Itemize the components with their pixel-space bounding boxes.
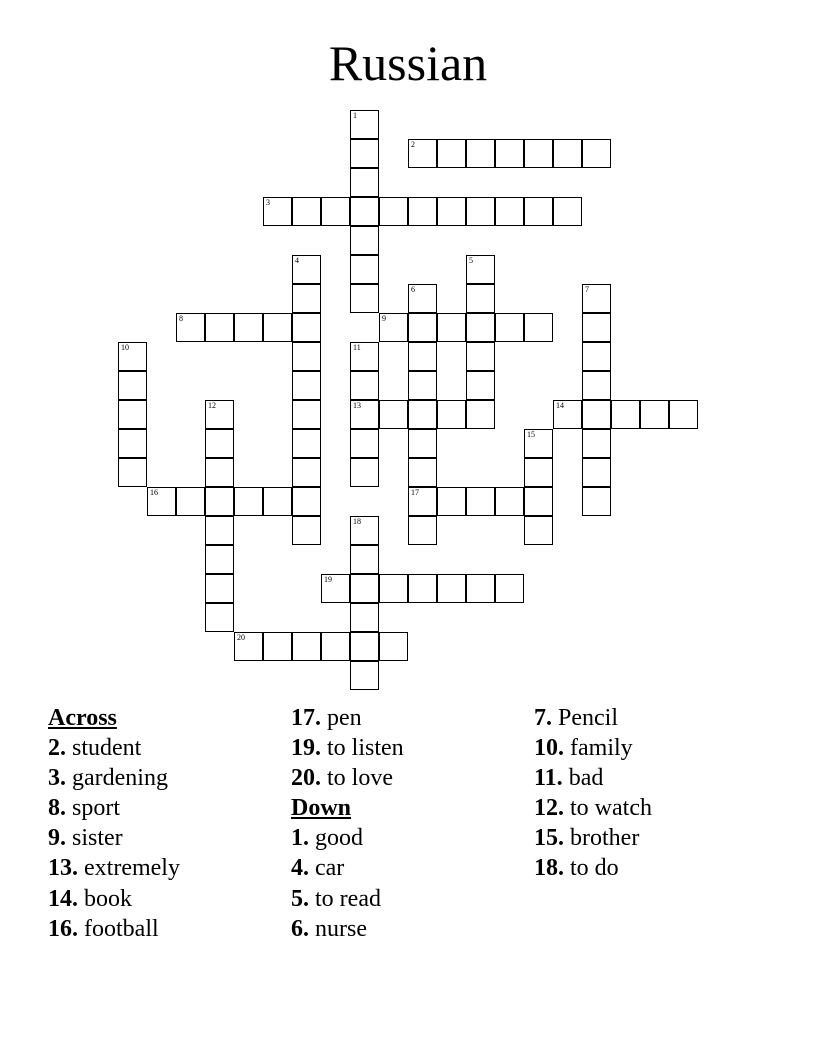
clue-text: extremely bbox=[84, 855, 180, 882]
grid-cell[interactable] bbox=[147, 487, 176, 516]
grid-cell[interactable] bbox=[466, 313, 495, 342]
grid-cell[interactable] bbox=[292, 197, 321, 226]
grid-cell[interactable] bbox=[350, 226, 379, 255]
grid-cell[interactable] bbox=[118, 429, 147, 458]
grid-cell[interactable] bbox=[350, 110, 379, 139]
cell-number: 15 bbox=[527, 430, 535, 439]
grid-cell[interactable] bbox=[611, 400, 640, 429]
clue-number: 13. bbox=[48, 855, 78, 882]
grid-cell[interactable] bbox=[466, 400, 495, 429]
grid-cell[interactable] bbox=[350, 371, 379, 400]
grid-cell[interactable] bbox=[263, 632, 292, 661]
grid-cell[interactable] bbox=[408, 139, 437, 168]
grid-cell[interactable] bbox=[118, 371, 147, 400]
clue-column-1 bbox=[48, 703, 288, 944]
grid-cell[interactable] bbox=[495, 139, 524, 168]
cell-number: 3 bbox=[266, 198, 270, 207]
grid-cell[interactable] bbox=[379, 632, 408, 661]
clue-down-4 bbox=[291, 853, 531, 883]
clue-across-9 bbox=[48, 823, 288, 853]
across-header: Across bbox=[48, 705, 117, 731]
cell-number: 14 bbox=[556, 401, 564, 410]
grid-cell[interactable] bbox=[350, 284, 379, 313]
clue-text: sport bbox=[72, 795, 120, 822]
grid-cell[interactable] bbox=[524, 458, 553, 487]
grid-cell[interactable] bbox=[582, 371, 611, 400]
grid-cell[interactable] bbox=[582, 400, 611, 429]
grid-cell[interactable] bbox=[234, 487, 263, 516]
cell-number: 5 bbox=[469, 256, 473, 265]
grid-cell[interactable] bbox=[408, 458, 437, 487]
clue-down-12 bbox=[534, 793, 774, 823]
clue-across-19 bbox=[291, 733, 531, 763]
grid-cell[interactable] bbox=[437, 197, 466, 226]
clue-down-10 bbox=[534, 733, 774, 763]
grid-cell[interactable] bbox=[582, 284, 611, 313]
clue-down-6 bbox=[291, 914, 531, 944]
clue-number: 14. bbox=[48, 885, 78, 912]
grid-cell[interactable] bbox=[292, 632, 321, 661]
clue-number: 10. bbox=[534, 735, 564, 762]
cell-number: 9 bbox=[382, 314, 386, 323]
clue-number: 3. bbox=[48, 765, 66, 792]
grid-cell[interactable] bbox=[350, 168, 379, 197]
cell-number: 18 bbox=[353, 517, 361, 526]
grid-cell[interactable] bbox=[350, 516, 379, 545]
grid-cell[interactable] bbox=[408, 516, 437, 545]
clue-number: 1. bbox=[291, 825, 309, 852]
grid-cell[interactable] bbox=[350, 197, 379, 226]
grid-cell[interactable] bbox=[466, 255, 495, 284]
grid-cell[interactable] bbox=[582, 342, 611, 371]
grid-cell[interactable] bbox=[408, 284, 437, 313]
clue-down-18 bbox=[534, 853, 774, 883]
grid-cell[interactable] bbox=[263, 313, 292, 342]
clue-down-1 bbox=[291, 823, 531, 853]
grid-cell[interactable] bbox=[524, 487, 553, 516]
grid-cell[interactable] bbox=[292, 284, 321, 313]
clue-text: to read bbox=[315, 885, 381, 912]
grid-cell[interactable] bbox=[292, 516, 321, 545]
clue-number: 16. bbox=[48, 915, 78, 942]
grid-cell[interactable] bbox=[292, 429, 321, 458]
clue-down-11 bbox=[534, 763, 774, 793]
grid-cell[interactable] bbox=[379, 197, 408, 226]
grid-cell[interactable] bbox=[350, 255, 379, 284]
cell-number: 19 bbox=[324, 575, 332, 584]
clue-down-15 bbox=[534, 823, 774, 853]
grid-cell[interactable] bbox=[408, 342, 437, 371]
grid-cell[interactable] bbox=[205, 313, 234, 342]
clue-text: Pencil bbox=[558, 705, 618, 731]
grid-cell[interactable] bbox=[524, 197, 553, 226]
clue-down-7 bbox=[534, 703, 774, 733]
grid-cell[interactable] bbox=[495, 197, 524, 226]
grid-cell[interactable] bbox=[350, 661, 379, 690]
clue-text: sister bbox=[72, 825, 123, 852]
grid-cell[interactable] bbox=[408, 400, 437, 429]
cell-number: 1 bbox=[353, 111, 357, 120]
cell-number: 8 bbox=[179, 314, 183, 323]
grid-cell[interactable] bbox=[379, 400, 408, 429]
cell-number: 17 bbox=[411, 488, 419, 497]
clue-number: 8. bbox=[48, 795, 66, 822]
grid-cell[interactable] bbox=[350, 632, 379, 661]
clue-text: book bbox=[84, 885, 132, 912]
grid-cell[interactable] bbox=[292, 458, 321, 487]
grid-cell[interactable] bbox=[437, 400, 466, 429]
grid-cell[interactable] bbox=[524, 429, 553, 458]
grid-cell[interactable] bbox=[292, 400, 321, 429]
grid-cell[interactable] bbox=[582, 313, 611, 342]
clue-across-2 bbox=[48, 733, 288, 763]
clue-across-13 bbox=[48, 853, 288, 883]
grid-cell[interactable] bbox=[582, 429, 611, 458]
grid-cell[interactable] bbox=[553, 197, 582, 226]
grid-cell[interactable] bbox=[321, 574, 350, 603]
cell-number: 16 bbox=[150, 488, 158, 497]
grid-cell[interactable] bbox=[350, 545, 379, 574]
grid-cell[interactable] bbox=[582, 487, 611, 516]
clue-number: 11. bbox=[534, 765, 563, 792]
grid-cell[interactable] bbox=[408, 487, 437, 516]
grid-cell[interactable] bbox=[205, 487, 234, 516]
clue-column-3 bbox=[534, 703, 774, 884]
clue-across-16 bbox=[48, 914, 288, 944]
grid-cell[interactable] bbox=[408, 429, 437, 458]
grid-cell[interactable] bbox=[379, 313, 408, 342]
cell-number: 2 bbox=[411, 140, 415, 149]
clue-text: pen bbox=[327, 705, 362, 731]
grid-cell[interactable] bbox=[350, 400, 379, 429]
grid-cell[interactable] bbox=[408, 313, 437, 342]
cell-number: 11 bbox=[353, 343, 361, 352]
grid-cell[interactable] bbox=[205, 458, 234, 487]
clue-across-20 bbox=[291, 763, 531, 793]
grid-cell[interactable] bbox=[466, 139, 495, 168]
grid-cell[interactable] bbox=[640, 400, 669, 429]
clue-number: 12. bbox=[534, 795, 564, 822]
clue-number: 15. bbox=[534, 825, 564, 852]
clue-text: brother bbox=[570, 825, 640, 852]
grid-cell[interactable] bbox=[350, 603, 379, 632]
clue-number: 18. bbox=[534, 855, 564, 882]
grid-cell[interactable] bbox=[321, 197, 350, 226]
clue-text: to do bbox=[570, 855, 619, 882]
grid-cell[interactable] bbox=[466, 574, 495, 603]
grid-cell[interactable] bbox=[292, 342, 321, 371]
grid-cell[interactable] bbox=[582, 139, 611, 168]
clue-text: family bbox=[570, 735, 633, 762]
grid-cell[interactable] bbox=[466, 487, 495, 516]
grid-cell[interactable] bbox=[292, 313, 321, 342]
grid-cell[interactable] bbox=[437, 574, 466, 603]
clue-number: 4. bbox=[291, 855, 309, 882]
clue-across-8 bbox=[48, 793, 288, 823]
grid-cell[interactable] bbox=[495, 574, 524, 603]
clue-column-2 bbox=[291, 703, 531, 944]
grid-cell[interactable] bbox=[408, 371, 437, 400]
grid-cell[interactable] bbox=[234, 313, 263, 342]
clue-text: bad bbox=[568, 765, 604, 792]
grid-cell[interactable] bbox=[350, 139, 379, 168]
grid-cell[interactable] bbox=[466, 371, 495, 400]
grid-cell[interactable] bbox=[118, 458, 147, 487]
grid-cell[interactable] bbox=[292, 255, 321, 284]
cell-number: 20 bbox=[237, 633, 245, 642]
grid-cell[interactable] bbox=[524, 313, 553, 342]
grid-cell[interactable] bbox=[292, 371, 321, 400]
grid-cell[interactable] bbox=[263, 487, 292, 516]
clue-across-14 bbox=[48, 884, 288, 914]
grid-cell[interactable] bbox=[205, 516, 234, 545]
grid-cell[interactable] bbox=[408, 574, 437, 603]
grid-cell[interactable] bbox=[234, 632, 263, 661]
clue-number: 19. bbox=[291, 735, 321, 762]
clue-text: student bbox=[72, 735, 142, 762]
grid-cell[interactable] bbox=[495, 487, 524, 516]
clue-across-17 bbox=[291, 703, 531, 733]
grid-cell[interactable] bbox=[466, 284, 495, 313]
grid-cell[interactable] bbox=[292, 487, 321, 516]
grid-cell[interactable] bbox=[466, 342, 495, 371]
clue-number: 6. bbox=[291, 915, 309, 942]
grid-cell[interactable] bbox=[350, 429, 379, 458]
grid-cell[interactable] bbox=[350, 342, 379, 371]
grid-cell[interactable] bbox=[205, 400, 234, 429]
grid-cell[interactable] bbox=[437, 313, 466, 342]
clue-down-5 bbox=[291, 884, 531, 914]
grid-cell[interactable] bbox=[176, 487, 205, 516]
cell-number: 10 bbox=[121, 343, 129, 352]
clue-text: nurse bbox=[315, 915, 367, 942]
clue-text: car bbox=[315, 855, 345, 882]
grid-cell[interactable] bbox=[669, 400, 698, 429]
clue-number: 5. bbox=[291, 885, 309, 912]
grid-cell[interactable] bbox=[263, 197, 292, 226]
grid-cell[interactable] bbox=[466, 197, 495, 226]
grid-cell[interactable] bbox=[205, 429, 234, 458]
grid-cell[interactable] bbox=[205, 545, 234, 574]
grid-cell[interactable] bbox=[118, 342, 147, 371]
grid-cell[interactable] bbox=[205, 574, 234, 603]
grid-cell[interactable] bbox=[350, 458, 379, 487]
clue-number: 7. bbox=[534, 705, 552, 731]
cell-number: 4 bbox=[295, 256, 299, 265]
grid-cell[interactable] bbox=[118, 400, 147, 429]
grid-cell[interactable] bbox=[524, 516, 553, 545]
clue-text: gardening bbox=[72, 765, 168, 792]
clue-text: to watch bbox=[570, 795, 652, 822]
grid-cell[interactable] bbox=[408, 197, 437, 226]
grid-cell[interactable] bbox=[350, 574, 379, 603]
clue-text: good bbox=[315, 825, 363, 852]
grid-cell[interactable] bbox=[553, 400, 582, 429]
grid-cell[interactable] bbox=[205, 603, 234, 632]
clue-number: 9. bbox=[48, 825, 66, 852]
grid-cell[interactable] bbox=[176, 313, 205, 342]
grid-cell[interactable] bbox=[582, 458, 611, 487]
clue-across-3 bbox=[48, 763, 288, 793]
grid-cell[interactable] bbox=[524, 139, 553, 168]
cell-number: 6 bbox=[411, 285, 415, 294]
grid-cell[interactable] bbox=[437, 487, 466, 516]
clue-number: 2. bbox=[48, 735, 66, 762]
clue-text: to love bbox=[327, 765, 393, 792]
grid-cell[interactable] bbox=[495, 313, 524, 342]
clue-text: to listen bbox=[327, 735, 404, 762]
down-header: Down bbox=[291, 795, 352, 822]
cell-number: 12 bbox=[208, 401, 216, 410]
clue-number: 17. bbox=[291, 705, 321, 731]
grid-cell[interactable] bbox=[553, 139, 582, 168]
cell-number: 7 bbox=[585, 285, 589, 294]
page-title: Russian bbox=[328, 35, 488, 91]
clue-number: 20. bbox=[291, 765, 321, 792]
clue-text: football bbox=[84, 915, 159, 942]
grid-cell[interactable] bbox=[379, 574, 408, 603]
grid-cell[interactable] bbox=[321, 632, 350, 661]
cell-number: 13 bbox=[353, 401, 361, 410]
grid-cell[interactable] bbox=[437, 139, 466, 168]
